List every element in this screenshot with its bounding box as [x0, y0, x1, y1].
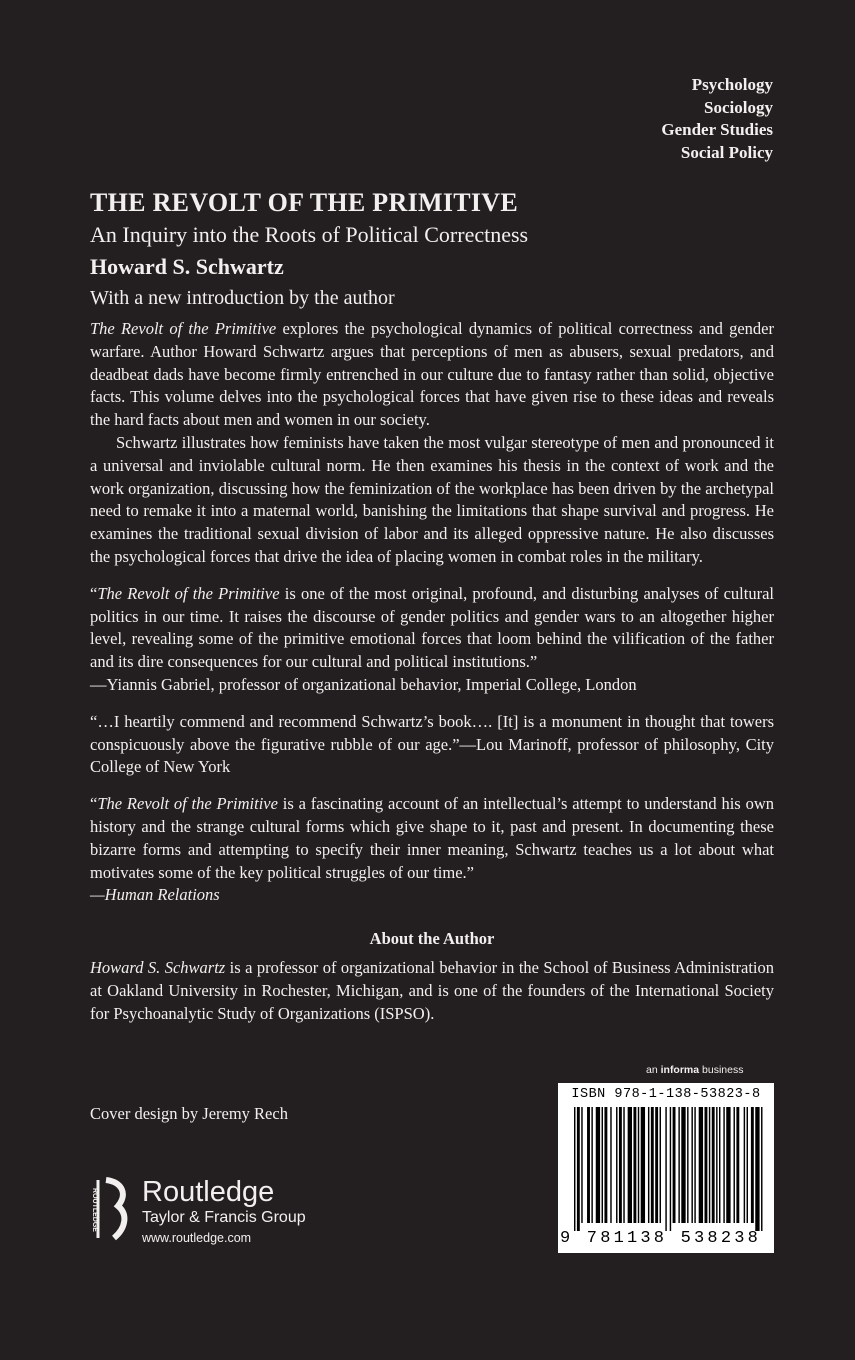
barcode-bar	[719, 1107, 720, 1223]
barcode-bar	[628, 1107, 632, 1223]
barcode-bar	[587, 1107, 590, 1223]
barcode-bar	[736, 1107, 739, 1223]
barcode-bar	[691, 1107, 692, 1223]
barcode-bar	[761, 1107, 762, 1231]
barcode-bar	[641, 1107, 645, 1223]
barcode-bar	[574, 1107, 575, 1231]
barcode-bar	[716, 1107, 717, 1223]
isbn-label: ISBN 978-1-138-53823-8	[571, 1087, 761, 1102]
routledge-logo-icon	[88, 1176, 132, 1242]
barcode-bar	[747, 1107, 748, 1223]
description-paragraph-1	[90, 318, 774, 432]
about-author-heading: About the Author	[369, 929, 495, 949]
informa-brand: informa	[660, 1064, 700, 1076]
barcode-bar	[694, 1107, 695, 1223]
barcode-bars	[568, 1107, 764, 1231]
cover-design-credit: Cover design by Jeremy Rech	[90, 1104, 288, 1123]
subject-social-policy: Social Policy	[680, 142, 773, 162]
barcode-bar	[602, 1107, 603, 1223]
description-paragraph-2: Schwartz illustrates how feminists have taken the most vulgar stereotype of men and pronounced it a universal and inviolable cultural norm. He then examines his thesis in the context of work and the work organization, discussing how the feminization of the workplace has been driven by the archetypal need to remake it into a maternal world, banishing the limitations that shape survival and progress. He examines the traditional sexual division of labor and its alleged oppressive nature. He also discusses the psychological forces that drive the idea of placing women in combat roles in the military.	[90, 432, 774, 566]
logo-mark-text: ROUTLEDGE	[91, 1188, 98, 1232]
quote-open-mark: “	[90, 794, 98, 814]
barcode-bar	[660, 1107, 661, 1223]
description-text-1: explores the psychological dynamics of political correctness and gender warfare. Author Howard Schwartz argues that perceptions of men as abusers, sexual predators, and deadbeat dads have become firmly entrenched in our culture due to fantasy rather than solid, objective facts. This volume delves into the psychological forces that have given rise to these ideas and reveals the hard facts about men and women in our society.	[90, 319, 774, 430]
barcode-bar	[673, 1107, 676, 1223]
informa-tagline	[646, 1064, 743, 1076]
book-title-italic: The Revolt of the Primitive	[90, 319, 277, 338]
barcode-bar	[633, 1107, 636, 1223]
quote-title-italic: The Revolt of the Primitive	[97, 583, 280, 603]
barcode-bar	[623, 1107, 624, 1223]
quote-title-italic: The Revolt of the Primitive	[97, 794, 278, 814]
book-subtitle: An Inquiry into the Roots of Political Correctness	[90, 222, 529, 247]
barcode-bar	[591, 1107, 592, 1223]
back-cover-content	[90, 186, 774, 1026]
isbn-barcode	[558, 1083, 774, 1253]
quote-open-mark: “	[90, 583, 98, 603]
barcode-bar	[665, 1107, 666, 1231]
publisher-group: Taylor & Francis Group	[142, 1209, 306, 1226]
subject-psychology: Psychology	[691, 75, 773, 94]
barcode-bar	[751, 1107, 754, 1223]
barcode-bar	[726, 1107, 730, 1223]
barcode-bar	[655, 1107, 658, 1223]
quote-text: is one of the most original, profound, and disturbing analyses of cultural politics in our time. It raises the discourse of gender politics and gender wars to an altogether higher level, revealing some of the primitive emotional forces that loom behind the vilification of the father and its dire consequences for our cultural and political institutions.”	[90, 583, 774, 672]
author-name-italic: Howard S. Schwartz	[90, 958, 226, 978]
barcode-bar	[734, 1107, 735, 1223]
barcode-bar	[705, 1107, 708, 1223]
barcode-bar	[610, 1107, 611, 1223]
barcode-bar	[681, 1107, 685, 1223]
review-quote-1	[90, 583, 774, 697]
barcode-bar	[581, 1107, 582, 1223]
publisher-url: www.routledge.com	[142, 1231, 252, 1245]
publisher-name: Routledge	[142, 1176, 275, 1208]
subject-gender-studies: Gender Studies	[661, 120, 773, 139]
barcode-bar	[648, 1107, 649, 1223]
subject-categories	[661, 74, 773, 164]
review-quote-2: “…I heartily commend and recommend Schwartz’s book…. [It] is a monument in thought that towers conspicuously above the figurative rubble of our age.”—Lou Marinoff, professor of philosophy, City College of New York	[90, 711, 774, 777]
barcode-bar	[604, 1107, 607, 1223]
book-title: THE REVOLT OF THE PRIMITIVE	[90, 188, 519, 217]
subject-sociology: Sociology	[704, 97, 773, 117]
barcode-bar	[651, 1107, 654, 1223]
author-bio-text: is a professor of organizational behavior in the School of Business Administration at Oakland University in Rochester, Michigan, and is one of the founders of the International Society for Psychoanalytic Study of Organizations (ISPSO).	[90, 958, 774, 1023]
review-quote-3	[90, 793, 774, 907]
quote-attribution: —Human Relations	[90, 885, 220, 905]
barcode-bar	[577, 1107, 580, 1231]
book-author: Howard S. Schwartz	[90, 254, 284, 279]
barcode-bar	[678, 1107, 679, 1223]
quote-text: is a fascinating account of an intellectual’s attempt to understand his own history and the strange cultural forms which give shape to it, past and present. In documenting these bizarre forms and attempting to specify their inner meaning, Schwartz teaches us a lot about what motivates some of the key political struggles of our time.”	[90, 794, 774, 882]
barcode-bar	[699, 1107, 703, 1223]
publisher-block	[142, 1176, 306, 1248]
barcode-bar	[709, 1107, 710, 1223]
barcode-bar	[723, 1107, 724, 1223]
informa-prefix: an	[646, 1064, 661, 1076]
informa-suffix: business	[699, 1064, 744, 1076]
barcode-bar	[712, 1107, 715, 1223]
barcode-digits: 9 781138 538238	[560, 1229, 762, 1248]
intro-note: With a new introduction by the author	[90, 287, 395, 309]
barcode-bar	[670, 1107, 671, 1231]
quote-attribution: —Yiannis Gabriel, professor of organizational behavior, Imperial College, London	[90, 674, 637, 694]
barcode-bar	[638, 1107, 639, 1223]
barcode-bar	[744, 1107, 745, 1223]
barcode-bar	[616, 1107, 617, 1223]
about-author-bio	[90, 957, 774, 1025]
barcode-bar	[687, 1107, 688, 1223]
barcode-bar	[596, 1107, 600, 1223]
barcode-bar	[755, 1107, 759, 1231]
barcode-bar	[619, 1107, 622, 1223]
